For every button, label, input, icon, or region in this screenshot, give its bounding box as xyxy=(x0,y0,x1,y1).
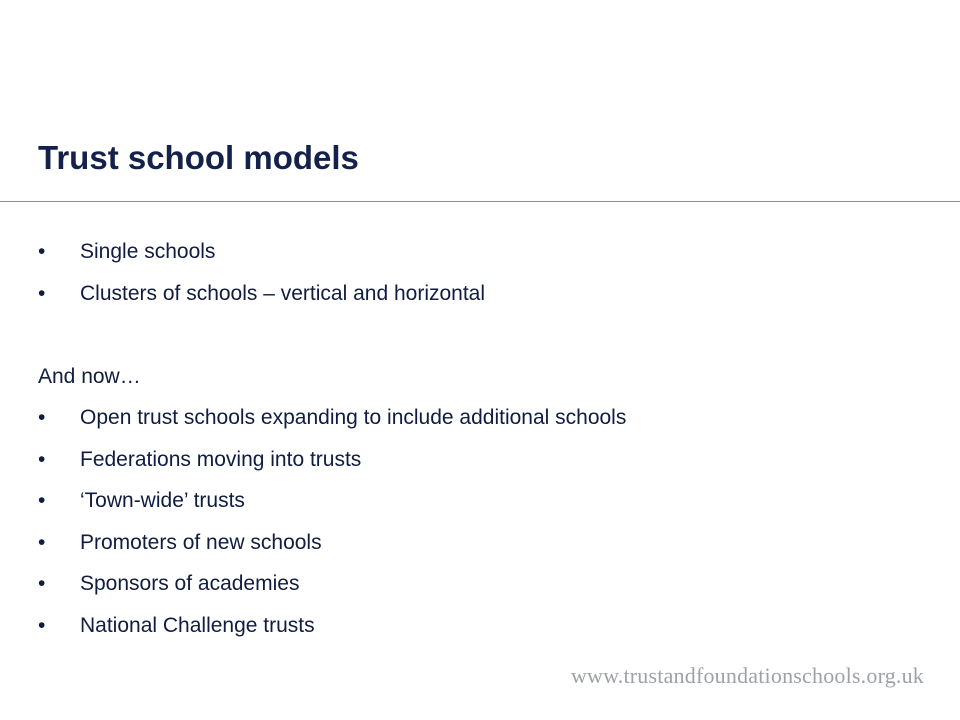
bullet-text: Clusters of schools – vertical and horizontal xyxy=(80,281,486,305)
bullet-glyph: • xyxy=(38,530,46,554)
bullet-item xyxy=(38,398,938,440)
bullet-text: ‘Town-wide’ trusts xyxy=(80,489,245,512)
bullet-item xyxy=(38,564,938,606)
slide-content xyxy=(38,232,938,647)
bullet-glyph: • xyxy=(38,447,46,471)
bullet-text: Promoters of new schools xyxy=(80,530,322,554)
blank-line xyxy=(38,315,938,357)
bullet-glyph: • xyxy=(38,281,46,305)
title-divider xyxy=(0,201,960,202)
bullet-text: National Challenge trusts xyxy=(80,613,315,637)
bullet-glyph: • xyxy=(38,406,46,429)
bullet-text: Federations moving into trusts xyxy=(80,447,362,471)
bullet-glyph: • xyxy=(38,489,46,512)
bullet-item xyxy=(38,481,938,523)
bullet-item xyxy=(38,440,938,482)
slide-title: Trust school models xyxy=(38,139,359,176)
bullet-glyph: • xyxy=(38,240,46,263)
bullet-text: Sponsors of academies xyxy=(80,572,300,595)
bullet-glyph: • xyxy=(38,572,46,595)
bullet-item xyxy=(38,523,938,565)
intro-line xyxy=(38,357,938,399)
bullet-text: Open trust schools expanding to include additional schools xyxy=(80,406,627,429)
bullet-item xyxy=(38,232,938,274)
bullet-item xyxy=(38,606,938,648)
bullet-text: Single schools xyxy=(80,240,216,263)
bullet-item xyxy=(38,274,938,316)
footer-url: www.trustandfoundationschools.org.uk xyxy=(570,663,924,688)
intro-text: And now… xyxy=(38,364,141,388)
bullet-glyph: • xyxy=(38,613,46,637)
